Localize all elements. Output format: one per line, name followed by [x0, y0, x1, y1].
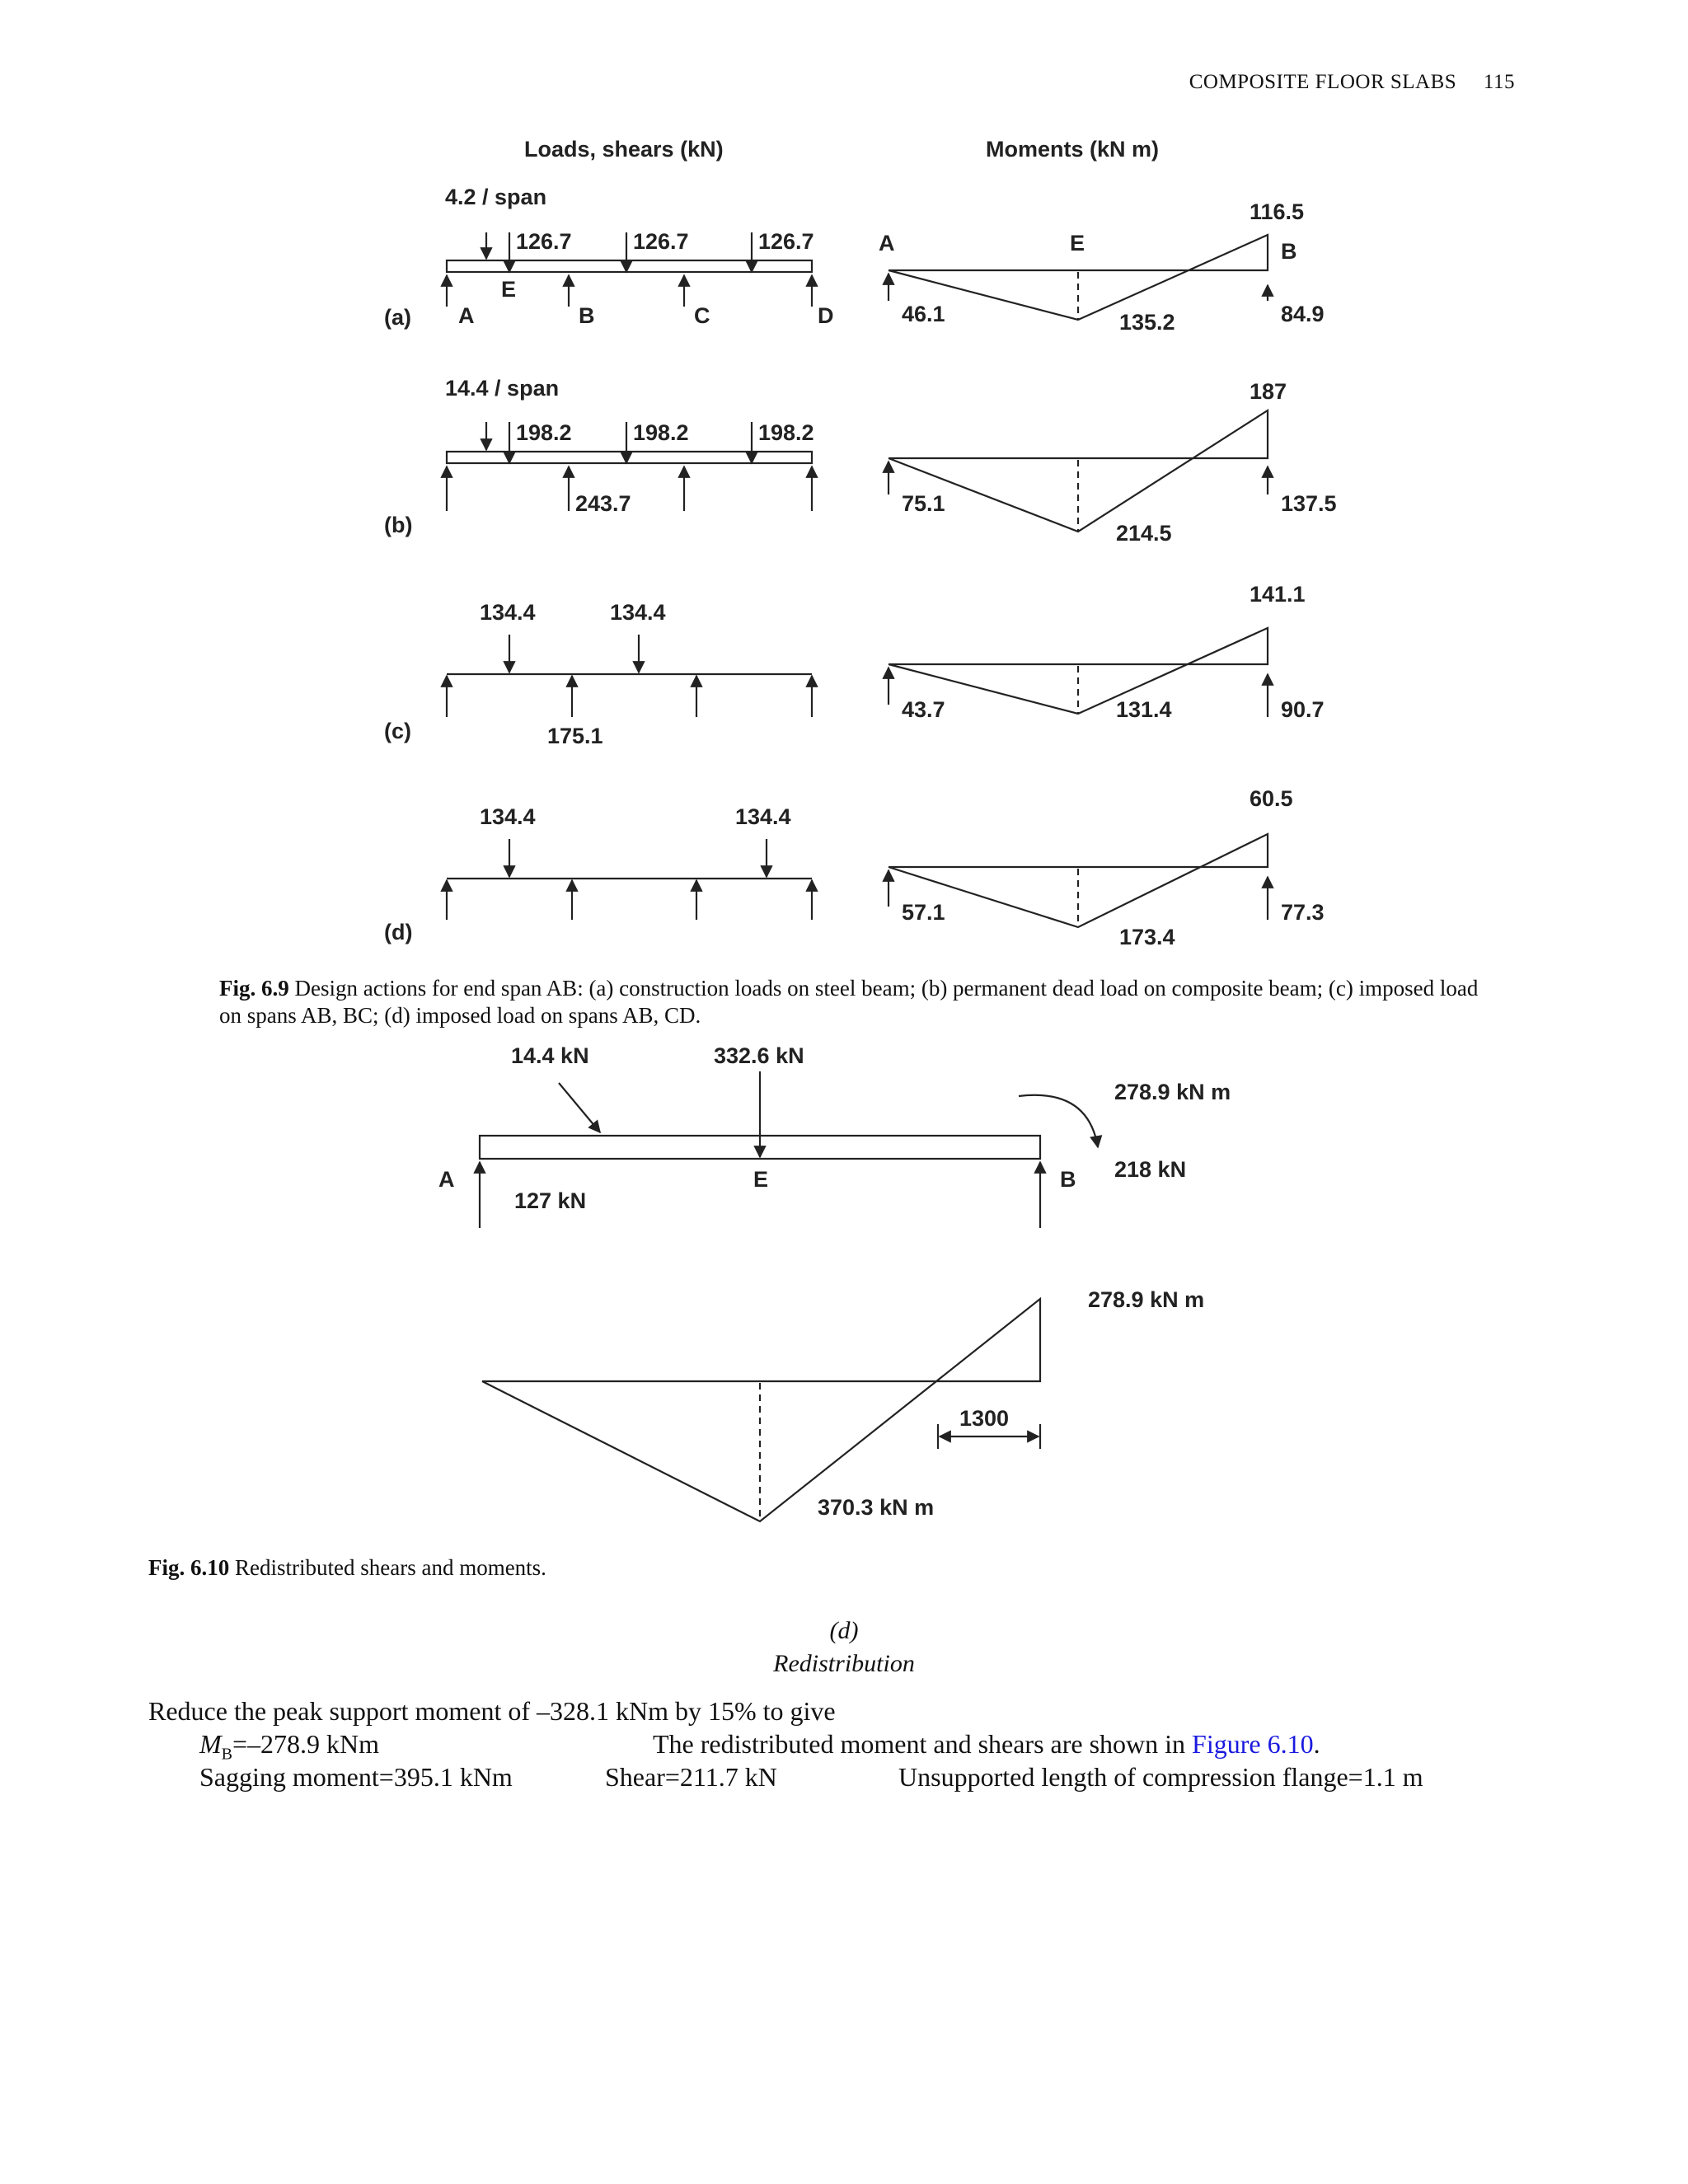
a-point-load-1: 126.7: [516, 229, 572, 254]
a-label-D: D: [818, 303, 834, 328]
mb-equation: [199, 1729, 379, 1764]
a-label-C: C: [694, 303, 710, 328]
section-label: (d): [829, 1617, 859, 1644]
f610-shear-right: 218 kN: [1114, 1157, 1187, 1182]
a-reaction-left: 46.1: [902, 302, 945, 326]
f610-reaction-left: 127 kN: [514, 1188, 587, 1213]
running-title: COMPOSITE FLOOR SLABS: [1189, 71, 1457, 93]
body-line-2: [653, 1729, 1320, 1760]
c-support-moment: 141.1: [1250, 582, 1306, 607]
a-reaction-right: 84.9: [1281, 302, 1325, 326]
b-tag: (b): [384, 513, 413, 537]
figure-6-10-link[interactable]: Figure 6.10: [1192, 1729, 1314, 1759]
figure-6-10: [0, 1022, 1688, 1541]
b-support-moment: 187: [1250, 379, 1287, 404]
b-reaction-B: 243.7: [575, 491, 631, 516]
d-reaction-left: 57.1: [902, 900, 945, 925]
d-sagging-moment: 173.4: [1119, 925, 1175, 949]
mb-value: =–278.9 kNm: [232, 1729, 380, 1759]
section-title: Redistribution: [773, 1650, 915, 1677]
a-label-B: B: [579, 303, 595, 328]
body-line-2-text: The redistributed moment and shears are shown in: [653, 1729, 1193, 1759]
b-point-load-1: 198.2: [516, 420, 572, 445]
shear-text: Shear=211.7 kN: [605, 1762, 777, 1792]
a-sagging-moment: 135.2: [1119, 310, 1175, 335]
fig69-caption-text: Design actions for end span AB: (a) construction loads on steel beam; (b) permanent dead load on composite beam; (c) imposed load on spans AB, BC; (d) imposed load on spans AB, CD.: [219, 976, 1479, 1028]
d-tag: (d): [384, 920, 413, 944]
f610-moment-support: 278.9 kN m: [1088, 1287, 1205, 1312]
f610-label-E: E: [753, 1167, 769, 1192]
fig69-left-title: Loads, shears (kN): [524, 137, 724, 162]
a-label-E: E: [501, 277, 517, 302]
fig610-caption-text: Redistributed shears and moments.: [235, 1555, 546, 1580]
c-tag: (c): [384, 719, 411, 743]
a-label-A: A: [458, 303, 475, 328]
d-support-moment: 60.5: [1250, 786, 1293, 811]
c-sagging-moment: 131.4: [1116, 697, 1172, 722]
body-line-2-end: .: [1313, 1729, 1320, 1759]
unsupported-length-text: Unsupported length of compression flange=1.1 m: [898, 1762, 1423, 1792]
c-reaction-left: 43.7: [902, 697, 945, 722]
a-m-label-A: A: [879, 231, 895, 255]
figure-6-9: [0, 0, 1688, 972]
body-line-1: Reduce the peak support moment of –328.1 kNm by 15% to give: [148, 1696, 836, 1726]
c-point-load-1: 134.4: [480, 600, 536, 625]
mb-subscript: B: [221, 1745, 232, 1764]
fig610-caption-label: Fig. 6.10: [148, 1555, 230, 1580]
c-point-load-2: 134.4: [610, 600, 666, 625]
b-point-load-3: 198.2: [758, 420, 814, 445]
a-point-load-2: 126.7: [633, 229, 689, 254]
a-tag: (a): [384, 305, 411, 330]
b-point-load-2: 198.2: [633, 420, 689, 445]
a-dist-load: 4.2 / span: [445, 185, 547, 209]
f610-moment-sag: 370.3 kN m: [818, 1495, 935, 1520]
fig69-right-title: Moments (kN m): [986, 137, 1160, 162]
b-reaction-right: 137.5: [1281, 491, 1337, 516]
sagging-moment-text: Sagging moment=395.1 kNm: [199, 1762, 513, 1792]
f610-moment-top: 278.9 kN m: [1114, 1080, 1231, 1104]
a-m-label-B: B: [1281, 239, 1297, 264]
d-point-load-2: 134.4: [735, 804, 791, 829]
f610-label-B: B: [1060, 1167, 1076, 1192]
f610-label-A: A: [438, 1167, 455, 1192]
fig69-caption-label: Fig. 6.9: [219, 976, 289, 1001]
a-point-load-3: 126.7: [758, 229, 814, 254]
c-reaction-B: 175.1: [547, 724, 603, 748]
d-reaction-right: 77.3: [1281, 900, 1325, 925]
b-dist-load: 14.4 / span: [445, 376, 560, 401]
b-sagging-moment: 214.5: [1116, 521, 1172, 546]
f610-point-load: 332.6 kN: [714, 1043, 804, 1068]
page-number: 115: [1483, 71, 1515, 93]
b-reaction-left: 75.1: [902, 491, 945, 516]
mb-symbol: M: [199, 1729, 222, 1759]
a-support-moment: 116.5: [1250, 199, 1305, 224]
f610-dimension: 1300: [959, 1406, 1010, 1431]
f610-udl-load: 14.4 kN: [511, 1043, 589, 1068]
c-reaction-right: 90.7: [1281, 697, 1325, 722]
fig610-caption: [148, 1554, 546, 1582]
a-m-label-E: E: [1070, 231, 1085, 255]
d-point-load-1: 134.4: [480, 804, 536, 829]
